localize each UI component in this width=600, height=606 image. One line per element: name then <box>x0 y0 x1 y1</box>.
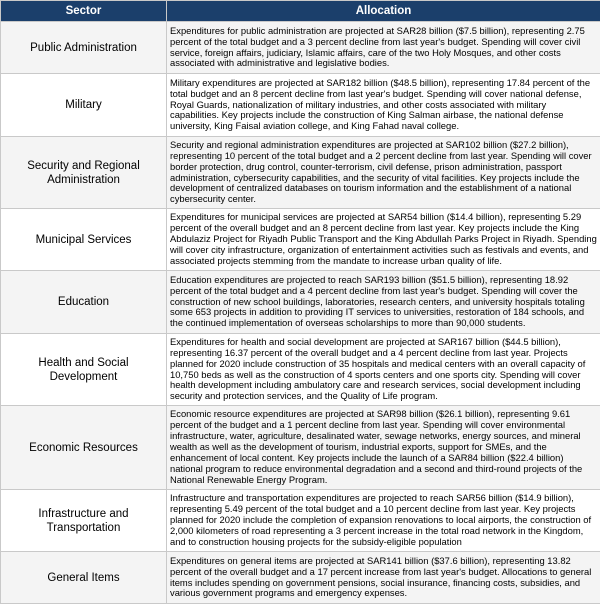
table-row <box>1 406 600 490</box>
allocation-cell: Expenditures for health and social development are projected at SAR167 billion ($44.5 billion), representing 16.37 percent of the overall budget and a 4 percent decline from last year. Projects planned for 2020 include construction of 35 hospitals and medical centers with an overall capacity of 10,750 beds as well as the construction of 4 sports centers and one sports city. Spending will cover health development including ambulatory care and research services, social development including security and protection services, and the Quality of Life program. <box>167 334 600 406</box>
sector-cell: Public Administration <box>1 22 167 74</box>
allocation-cell: Security and regional administration expenditures are projected at SAR102 billion ($27.2 billion), representing 10 percent of the total budget and a 2 percent decline from last year. Spending will cover border protection, drug control, counter-terrorism, civil defense, prison administration, passport administration, cybersecurity capabilities, and the security of vital facilities. Key projects include the development of centralized databases on tourism information and the establishment of a national cybersecurity center. <box>167 137 600 209</box>
sector-cell: Security and Regional Administration <box>1 137 167 209</box>
sector-cell: Health and Social Development <box>1 334 167 406</box>
allocation-cell: Expenditures for municipal services are projected at SAR54 billion ($14.4 billion), representing 5.29 percent of the overall budget and an 8 percent decline from last year. Key projects include the King Abdulaziz Project for Riyadh Public Transport and the King Abdullah Parks Project in Riyadh. Spending will cover city infrastructure, organization of entertainment activities such as festivals and events, and associated projects stemming from the mandate to increase urban quality of life. <box>167 209 600 271</box>
sector-cell: General Items <box>1 552 167 604</box>
table-row <box>1 74 600 137</box>
table-row <box>1 22 600 74</box>
allocation-cell: Expenditures on general items are projected at SAR141 billion ($37.6 billion), representing 13.82 percent of the overall budget and a 17 percent increase from last year's budget. Allocations to general items includes spending on government pensions, social insurance, financing costs, subsidies, and various government programs and emergency expenses. <box>167 552 600 604</box>
sector-cell: Municipal Services <box>1 209 167 271</box>
allocation-cell: Economic resource expenditures are projected at SAR98 billion ($26.1 billion), representing 9.61 percent of the budget and a 1 percent decline from last year. Spending will cover environmental infrastructure, water, agriculture, desalinated water, sewage networks, energy sources, and mineral wealth as well as the development of tourism, industrial exports, support for SMEs, and the enhancement of local content. Key projects include the launch of a SAR84 billion ($22.4 billion) national program to reduce environmental degradation and a second and third-round projects of the National Renewable Energy Program. <box>167 406 600 490</box>
allocation-cell: Expenditures for public administration are projected at SAR28 billion ($7.5 billion), representing 2.75 percent of the total budget and a 3 percent decline from last year's budget. Spending will cover civil service, foreign affairs, judiciary, Islamic affairs, care of the two Holy Mosques, and other costs associated with administrative and legislative bodies. <box>167 22 600 74</box>
sector-cell: Military <box>1 74 167 137</box>
allocation-cell: Military expenditures are projected at SAR182 billion ($48.5 billion), representing 17.84 percent of the total budget and an 8 percent decline from last year's budget. Spending will cover national defense, Royal Guards, nationalization of military industries, and other costs associated with military capabilities. Key projects include the construction of King Salman airbase, the national defense university, King Faisal aviation college, and King Fahad naval college. <box>167 74 600 137</box>
table-row <box>1 552 600 604</box>
table-row <box>1 490 600 552</box>
allocation-cell: Education expenditures are projected to reach SAR193 billion ($51.5 billion), representing 18.92 percent of the total budget and a 4 percent decline from last year's budget. Spending will cover the construction of new school buildings, laboratories, research centers, and university hospitals totaling some 653 projects in addition to providing IT services to universities, restoration of 184 schools, and the continued implementation of overseas scholarships to more than 90,000 students. <box>167 271 600 334</box>
table-row <box>1 271 600 334</box>
allocation-column-header: Allocation <box>167 1 600 22</box>
table-row <box>1 137 600 209</box>
sector-cell: Education <box>1 271 167 334</box>
table-header-row <box>1 1 600 22</box>
table-row <box>1 334 600 406</box>
sector-column-header: Sector <box>1 1 167 22</box>
table-row <box>1 209 600 271</box>
allocation-cell: Infrastructure and transportation expenditures are projected to reach SAR56 billion ($14.9 billion), representing 5.49 percent of the total budget and a 10 percent decline from last year. Key projects planned for 2020 include the completion of expansion renovations to local airports, the construction of 2,000 kilometers of road representing a 3 percent increase in the total road network in the Kingdom, and to construction housing projects for the subsidy-eligible population <box>167 490 600 552</box>
sector-cell: Infrastructure and Transportation <box>1 490 167 552</box>
sector-cell: Economic Resources <box>1 406 167 490</box>
